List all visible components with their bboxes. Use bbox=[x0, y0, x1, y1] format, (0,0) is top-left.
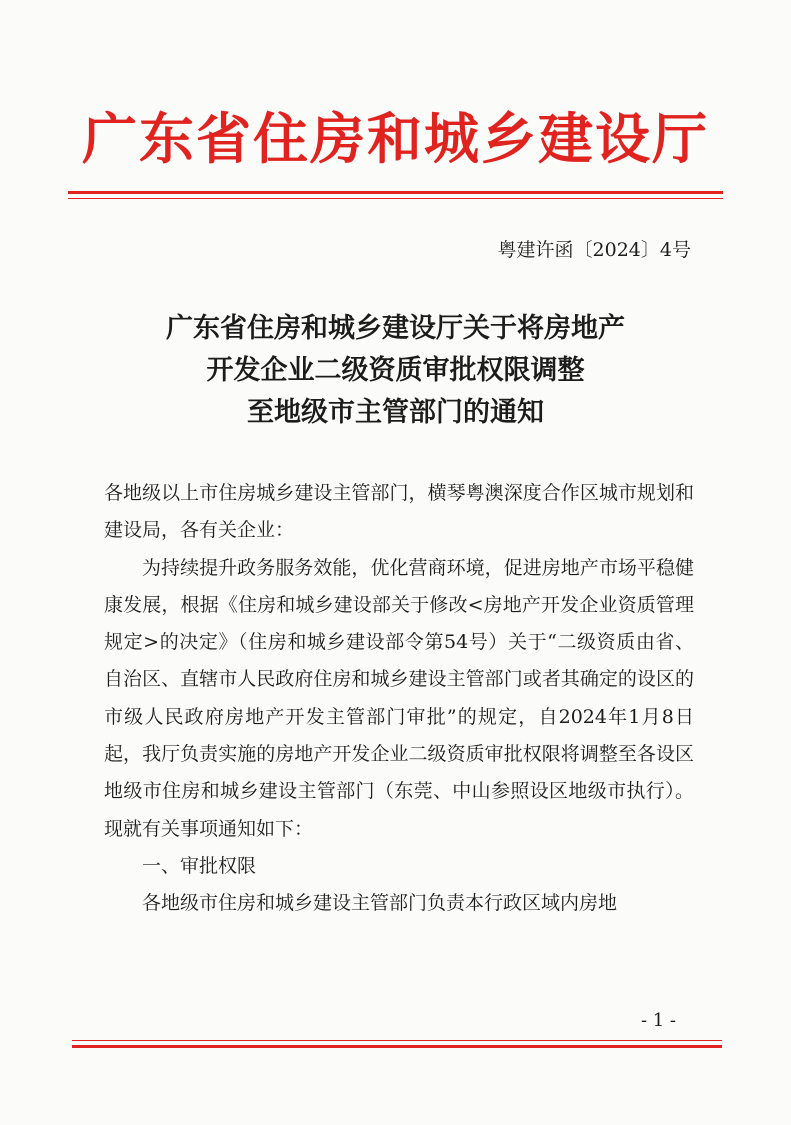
title-line: 至地级市主管部门的通知 bbox=[247, 397, 544, 428]
document-number: 粤建许函〔2024〕4号 bbox=[497, 239, 691, 261]
issuer-name: 广东省住房和城乡建设厅 bbox=[81, 107, 709, 171]
body-paragraph: 各地级市住房和城乡建设主管部门负责本行政区域内房地 bbox=[142, 892, 618, 915]
body-paragraph: 为持续提升政务服务效能，优化营商环境，促进房地产市场平稳健康发展，根据《住房和城乡建设部关于修改<房地产开发企业资质管理规定>的决定》（住房和城乡建设部令第54号）关于“二级资质由省、自治区、直辖市人民政府住房和城乡建设主管部门或者其确定的设区的市级人民政府房地产开发主管部门审批”的规定，自2024年1月8日起，我厅负责实施的房地产开发企业二级资质审批权限将调整至各设区地级市住房和城乡建设主管部门（东莞、中山参照设区地级市执行）。现就有关事项通知如下： bbox=[104, 556, 694, 840]
addressee: 各地级以上市住房城乡建设主管部门，横琴粤澳深度合作区城市规划和建设局，各有关企业： bbox=[104, 482, 694, 542]
header-red-rule-thick bbox=[68, 191, 723, 194]
title-line: 广东省住房和城乡建设厅关于将房地产 bbox=[166, 313, 625, 344]
header-red-rule-thin bbox=[68, 198, 723, 199]
document-title bbox=[0, 308, 791, 434]
document-body bbox=[104, 475, 694, 923]
title-line: 开发企业二级资质审批权限调整 bbox=[206, 355, 585, 386]
section-heading: 一、审批权限 bbox=[142, 854, 257, 877]
footer-red-rule-thick bbox=[72, 1045, 722, 1048]
page-number: - 1 - bbox=[640, 1010, 676, 1031]
footer-red-rule-thin bbox=[72, 1040, 722, 1041]
